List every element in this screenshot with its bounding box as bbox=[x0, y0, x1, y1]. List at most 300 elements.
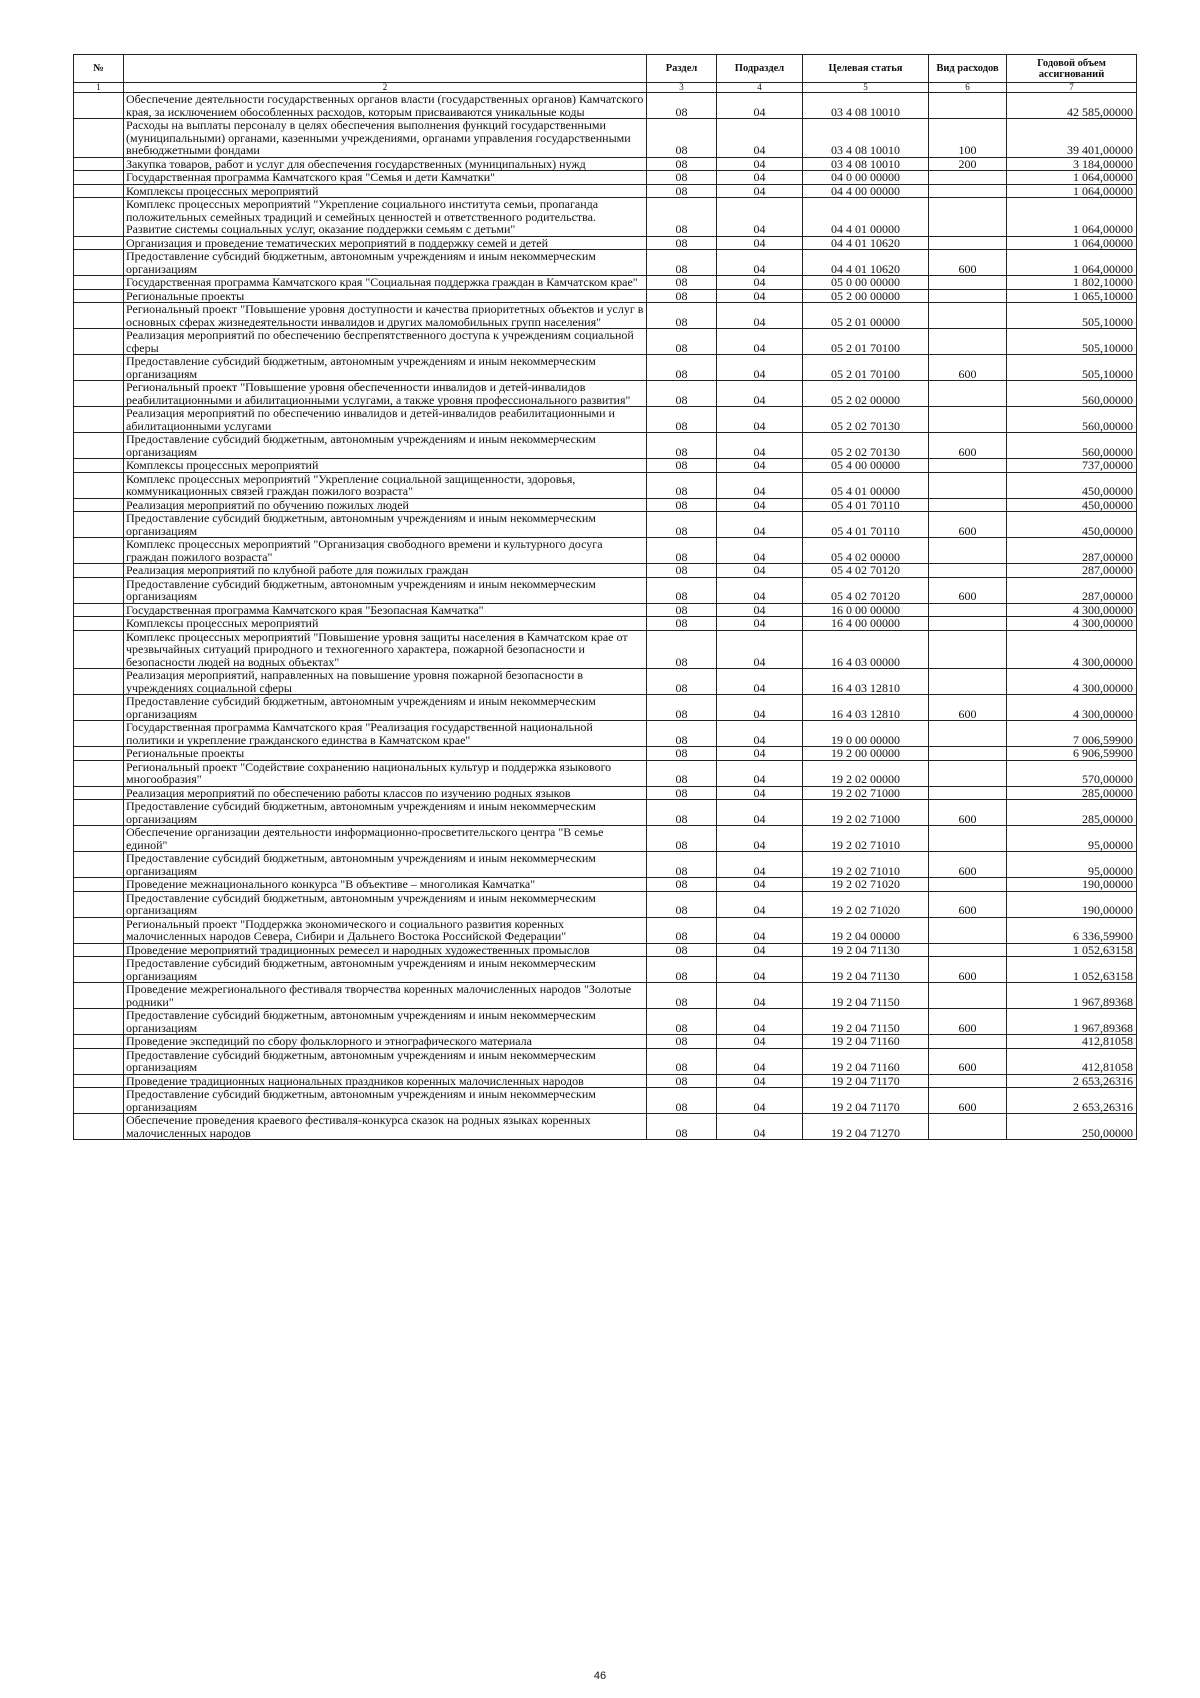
row-number-cell bbox=[74, 1114, 124, 1140]
row-expense-type bbox=[929, 276, 1007, 290]
row-expense-type: 600 bbox=[929, 852, 1007, 878]
row-subsection: 04 bbox=[717, 826, 803, 852]
row-section: 08 bbox=[647, 157, 717, 171]
row-expense-type bbox=[929, 289, 1007, 303]
table-row bbox=[74, 617, 1137, 631]
table-row bbox=[74, 198, 1137, 237]
row-number-cell bbox=[74, 498, 124, 512]
row-number-cell bbox=[74, 250, 124, 276]
row-subsection: 04 bbox=[717, 891, 803, 917]
row-number-cell bbox=[74, 1009, 124, 1035]
row-amount: 287,00000 bbox=[1007, 564, 1137, 578]
row-subsection: 04 bbox=[717, 329, 803, 355]
row-expense-type bbox=[929, 407, 1007, 433]
table-row bbox=[74, 303, 1137, 329]
row-expense-type bbox=[929, 878, 1007, 892]
row-expense-type: 600 bbox=[929, 957, 1007, 983]
header-section: Раздел bbox=[647, 55, 717, 83]
row-subsection: 04 bbox=[717, 983, 803, 1009]
row-expense-type: 600 bbox=[929, 512, 1007, 538]
row-target: 19 2 04 71160 bbox=[803, 1035, 929, 1049]
row-section: 08 bbox=[647, 943, 717, 957]
row-target: 04 4 01 10620 bbox=[803, 250, 929, 276]
row-expense-type: 600 bbox=[929, 250, 1007, 276]
row-section: 08 bbox=[647, 538, 717, 564]
row-name: Государственная программа Камчатского края "Реализация государственной национальной политики и укрепление гражданского единства в Камчатском крае" bbox=[124, 721, 647, 747]
row-amount: 285,00000 bbox=[1007, 800, 1137, 826]
row-subsection: 04 bbox=[717, 800, 803, 826]
table-header bbox=[74, 55, 1137, 93]
column-number: 4 bbox=[717, 83, 803, 93]
row-name: Государственная программа Камчатского края "Безопасная Камчатка" bbox=[124, 603, 647, 617]
column-number: 1 bbox=[74, 83, 124, 93]
row-expense-type bbox=[929, 1114, 1007, 1140]
row-target: 05 0 00 00000 bbox=[803, 276, 929, 290]
row-section: 08 bbox=[647, 236, 717, 250]
row-target: 05 2 01 70100 bbox=[803, 329, 929, 355]
table-row bbox=[74, 917, 1137, 943]
row-target: 16 0 00 00000 bbox=[803, 603, 929, 617]
row-expense-type bbox=[929, 93, 1007, 119]
row-subsection: 04 bbox=[717, 119, 803, 158]
row-target: 05 2 02 00000 bbox=[803, 381, 929, 407]
row-target: 05 2 01 70100 bbox=[803, 355, 929, 381]
row-name: Предоставление субсидий бюджетным, автономным учреждениям и иным некоммерческим организациям bbox=[124, 852, 647, 878]
row-name: Проведение межнационального конкурса "В объективе – многоликая Камчатка" bbox=[124, 878, 647, 892]
row-name: Предоставление субсидий бюджетным, автономным учреждениям и иным некоммерческим организациям bbox=[124, 695, 647, 721]
row-name: Проведение традиционных национальных праздников коренных малочисленных народов bbox=[124, 1074, 647, 1088]
row-amount: 4 300,00000 bbox=[1007, 669, 1137, 695]
table-row bbox=[74, 760, 1137, 786]
row-section: 08 bbox=[647, 184, 717, 198]
row-section: 08 bbox=[647, 917, 717, 943]
row-subsection: 04 bbox=[717, 1048, 803, 1074]
row-number-cell bbox=[74, 1074, 124, 1088]
row-number-cell bbox=[74, 878, 124, 892]
row-name: Предоставление субсидий бюджетным, автономным учреждениям и иным некоммерческим организациям bbox=[124, 512, 647, 538]
row-amount: 450,00000 bbox=[1007, 498, 1137, 512]
row-subsection: 04 bbox=[717, 1009, 803, 1035]
row-section: 08 bbox=[647, 747, 717, 761]
row-target: 19 2 04 71130 bbox=[803, 957, 929, 983]
row-subsection: 04 bbox=[717, 878, 803, 892]
row-name: Комплекс процессных мероприятий "Повышение уровня защиты населения в Камчатском крае от чрезвычайных ситуаций природного и техногенного характера, пожарной безопасности и безопасности людей на водных объектах" bbox=[124, 630, 647, 669]
column-number: 6 bbox=[929, 83, 1007, 93]
row-target: 05 4 02 00000 bbox=[803, 538, 929, 564]
row-number-cell bbox=[74, 891, 124, 917]
row-name: Проведение мероприятий традиционных ремесел и народных художественных промыслов bbox=[124, 943, 647, 957]
row-section: 08 bbox=[647, 1074, 717, 1088]
row-name: Региональный проект "Поддержка экономического и социального развития коренных малочисленных народов Севера, Сибири и Дальнего Востока Российской Федерации" bbox=[124, 917, 647, 943]
row-amount: 39 401,00000 bbox=[1007, 119, 1137, 158]
row-amount: 1 064,00000 bbox=[1007, 250, 1137, 276]
row-expense-type: 200 bbox=[929, 157, 1007, 171]
row-name: Комплексы процессных мероприятий bbox=[124, 459, 647, 473]
row-target: 19 2 02 71010 bbox=[803, 852, 929, 878]
row-name: Предоставление субсидий бюджетным, автономным учреждениям и иным некоммерческим организациям bbox=[124, 1009, 647, 1035]
table-row bbox=[74, 695, 1137, 721]
row-expense-type bbox=[929, 786, 1007, 800]
row-amount: 1 064,00000 bbox=[1007, 236, 1137, 250]
row-subsection: 04 bbox=[717, 1114, 803, 1140]
row-target: 19 2 04 71130 bbox=[803, 943, 929, 957]
table-row bbox=[74, 157, 1137, 171]
row-target: 03 4 08 10010 bbox=[803, 93, 929, 119]
row-amount: 7 006,59900 bbox=[1007, 721, 1137, 747]
row-expense-type bbox=[929, 917, 1007, 943]
row-number-cell bbox=[74, 695, 124, 721]
row-section: 08 bbox=[647, 891, 717, 917]
row-section: 08 bbox=[647, 355, 717, 381]
row-subsection: 04 bbox=[717, 472, 803, 498]
row-amount: 95,00000 bbox=[1007, 852, 1137, 878]
row-amount: 95,00000 bbox=[1007, 826, 1137, 852]
row-expense-type bbox=[929, 603, 1007, 617]
column-number: 2 bbox=[124, 83, 647, 93]
row-expense-type: 600 bbox=[929, 1088, 1007, 1114]
row-name: Комплексы процессных мероприятий bbox=[124, 617, 647, 631]
row-number-cell bbox=[74, 760, 124, 786]
row-section: 08 bbox=[647, 1009, 717, 1035]
row-amount: 4 300,00000 bbox=[1007, 617, 1137, 631]
table-row bbox=[74, 381, 1137, 407]
row-amount: 4 300,00000 bbox=[1007, 603, 1137, 617]
column-number: 7 bbox=[1007, 83, 1137, 93]
row-target: 19 2 02 71020 bbox=[803, 891, 929, 917]
column-number: 5 bbox=[803, 83, 929, 93]
row-subsection: 04 bbox=[717, 236, 803, 250]
row-expense-type: 600 bbox=[929, 433, 1007, 459]
table-row bbox=[74, 276, 1137, 290]
row-section: 08 bbox=[647, 329, 717, 355]
row-subsection: 04 bbox=[717, 760, 803, 786]
row-amount: 560,00000 bbox=[1007, 433, 1137, 459]
row-section: 08 bbox=[647, 171, 717, 185]
table-row bbox=[74, 747, 1137, 761]
row-expense-type bbox=[929, 198, 1007, 237]
row-target: 05 4 01 70110 bbox=[803, 498, 929, 512]
row-section: 08 bbox=[647, 119, 717, 158]
row-subsection: 04 bbox=[717, 577, 803, 603]
row-subsection: 04 bbox=[717, 407, 803, 433]
row-target: 19 2 00 00000 bbox=[803, 747, 929, 761]
row-amount: 1 052,63158 bbox=[1007, 957, 1137, 983]
row-expense-type bbox=[929, 538, 1007, 564]
row-subsection: 04 bbox=[717, 355, 803, 381]
row-subsection: 04 bbox=[717, 459, 803, 473]
row-target: 19 2 02 71010 bbox=[803, 826, 929, 852]
row-number-cell bbox=[74, 1048, 124, 1074]
row-target: 19 2 04 00000 bbox=[803, 917, 929, 943]
row-expense-type bbox=[929, 721, 1007, 747]
row-amount: 1 065,10000 bbox=[1007, 289, 1137, 303]
row-section: 08 bbox=[647, 760, 717, 786]
table-row bbox=[74, 891, 1137, 917]
row-name: Предоставление субсидий бюджетным, автономным учреждениям и иным некоммерческим организациям bbox=[124, 577, 647, 603]
row-name: Предоставление субсидий бюджетным, автономным учреждениям и иным некоммерческим организациям bbox=[124, 433, 647, 459]
row-subsection: 04 bbox=[717, 957, 803, 983]
row-number-cell bbox=[74, 538, 124, 564]
row-subsection: 04 bbox=[717, 695, 803, 721]
row-section: 08 bbox=[647, 669, 717, 695]
table-row bbox=[74, 564, 1137, 578]
table-row bbox=[74, 603, 1137, 617]
row-name: Региональный проект "Повышение уровня доступности и качества приоритетных объектов и услуг в основных сферах жизнедеятельности инвалидов и других маломобильных групп населения" bbox=[124, 303, 647, 329]
row-amount: 560,00000 bbox=[1007, 381, 1137, 407]
row-number-cell bbox=[74, 747, 124, 761]
row-amount: 4 300,00000 bbox=[1007, 630, 1137, 669]
table-row bbox=[74, 800, 1137, 826]
row-section: 08 bbox=[647, 498, 717, 512]
row-subsection: 04 bbox=[717, 786, 803, 800]
row-section: 08 bbox=[647, 617, 717, 631]
row-name: Региональный проект "Содействие сохранению национальных культур и поддержка языкового многообразия" bbox=[124, 760, 647, 786]
header-amount: Годовой объем ассигнований bbox=[1007, 55, 1137, 83]
row-section: 08 bbox=[647, 878, 717, 892]
row-name: Комплексы процессных мероприятий bbox=[124, 184, 647, 198]
row-amount: 1 967,89368 bbox=[1007, 983, 1137, 1009]
table-row bbox=[74, 1114, 1137, 1140]
row-number-cell bbox=[74, 236, 124, 250]
row-section: 08 bbox=[647, 381, 717, 407]
row-number-cell bbox=[74, 303, 124, 329]
table-row bbox=[74, 472, 1137, 498]
row-expense-type: 600 bbox=[929, 577, 1007, 603]
table-row bbox=[74, 630, 1137, 669]
row-amount: 3 184,00000 bbox=[1007, 157, 1137, 171]
row-number-cell bbox=[74, 119, 124, 158]
row-amount: 1 967,89368 bbox=[1007, 1009, 1137, 1035]
row-target: 05 4 00 00000 bbox=[803, 459, 929, 473]
row-amount: 412,81058 bbox=[1007, 1035, 1137, 1049]
row-subsection: 04 bbox=[717, 617, 803, 631]
row-subsection: 04 bbox=[717, 498, 803, 512]
row-subsection: 04 bbox=[717, 171, 803, 185]
row-number-cell bbox=[74, 564, 124, 578]
row-subsection: 04 bbox=[717, 538, 803, 564]
row-number-cell bbox=[74, 983, 124, 1009]
budget-table bbox=[73, 54, 1137, 1140]
row-amount: 6 336,59900 bbox=[1007, 917, 1137, 943]
row-target: 05 2 02 70130 bbox=[803, 407, 929, 433]
header-name bbox=[124, 55, 647, 83]
row-amount: 560,00000 bbox=[1007, 407, 1137, 433]
row-expense-type bbox=[929, 943, 1007, 957]
row-target: 19 2 04 71150 bbox=[803, 1009, 929, 1035]
row-section: 08 bbox=[647, 472, 717, 498]
row-subsection: 04 bbox=[717, 603, 803, 617]
row-section: 08 bbox=[647, 433, 717, 459]
row-number-cell bbox=[74, 276, 124, 290]
row-section: 08 bbox=[647, 1114, 717, 1140]
row-expense-type bbox=[929, 459, 1007, 473]
row-expense-type bbox=[929, 303, 1007, 329]
row-expense-type bbox=[929, 564, 1007, 578]
row-section: 08 bbox=[647, 459, 717, 473]
row-number-cell bbox=[74, 800, 124, 826]
table-row bbox=[74, 498, 1137, 512]
row-number-cell bbox=[74, 943, 124, 957]
row-name: Предоставление субсидий бюджетным, автономным учреждениям и иным некоммерческим организациям bbox=[124, 800, 647, 826]
table-row bbox=[74, 236, 1137, 250]
row-target: 19 2 04 71170 bbox=[803, 1074, 929, 1088]
row-name: Региональные проекты bbox=[124, 289, 647, 303]
row-name: Комплекс процессных мероприятий "Укрепление социальной защищенности, здоровья, коммуникационных связей граждан пожилого возраста" bbox=[124, 472, 647, 498]
table-row bbox=[74, 407, 1137, 433]
table-row bbox=[74, 669, 1137, 695]
table-row bbox=[74, 250, 1137, 276]
row-section: 08 bbox=[647, 786, 717, 800]
row-amount: 190,00000 bbox=[1007, 878, 1137, 892]
row-target: 05 4 01 70110 bbox=[803, 512, 929, 538]
row-amount: 4 300,00000 bbox=[1007, 695, 1137, 721]
row-section: 08 bbox=[647, 826, 717, 852]
row-section: 08 bbox=[647, 603, 717, 617]
row-target: 16 4 00 00000 bbox=[803, 617, 929, 631]
row-number-cell bbox=[74, 512, 124, 538]
row-number-cell bbox=[74, 407, 124, 433]
header-expense-type: Вид расходов bbox=[929, 55, 1007, 83]
row-target: 04 4 00 00000 bbox=[803, 184, 929, 198]
row-expense-type bbox=[929, 472, 1007, 498]
row-expense-type bbox=[929, 171, 1007, 185]
row-name: Закупка товаров, работ и услуг для обеспечения государственных (муниципальных) нужд bbox=[124, 157, 647, 171]
row-section: 08 bbox=[647, 276, 717, 290]
row-amount: 505,10000 bbox=[1007, 303, 1137, 329]
row-expense-type bbox=[929, 1035, 1007, 1049]
row-section: 08 bbox=[647, 407, 717, 433]
row-section: 08 bbox=[647, 250, 717, 276]
row-target: 05 4 01 00000 bbox=[803, 472, 929, 498]
table-row bbox=[74, 852, 1137, 878]
row-section: 08 bbox=[647, 289, 717, 303]
row-subsection: 04 bbox=[717, 512, 803, 538]
row-name: Реализация мероприятий, направленных на повышение уровня пожарной безопасности в учреждениях социальной сферы bbox=[124, 669, 647, 695]
row-name: Реализация мероприятий по обучению пожилых людей bbox=[124, 498, 647, 512]
table-row bbox=[74, 786, 1137, 800]
row-target: 16 4 03 00000 bbox=[803, 630, 929, 669]
row-subsection: 04 bbox=[717, 917, 803, 943]
row-target: 19 2 04 71160 bbox=[803, 1048, 929, 1074]
row-number-cell bbox=[74, 957, 124, 983]
header-number: № bbox=[74, 55, 124, 83]
row-subsection: 04 bbox=[717, 630, 803, 669]
table-row bbox=[74, 957, 1137, 983]
row-target: 16 4 03 12810 bbox=[803, 695, 929, 721]
row-amount: 1 064,00000 bbox=[1007, 171, 1137, 185]
row-subsection: 04 bbox=[717, 721, 803, 747]
row-amount: 287,00000 bbox=[1007, 538, 1137, 564]
row-name: Обеспечение деятельности государственных органов власти (государственных органов) Камчатского края, за исключением обособленных расходов, которым присваиваются уникальные коды bbox=[124, 93, 647, 119]
row-target: 16 4 03 12810 bbox=[803, 669, 929, 695]
table-row bbox=[74, 826, 1137, 852]
row-section: 08 bbox=[647, 800, 717, 826]
row-number-cell bbox=[74, 459, 124, 473]
row-amount: 1 064,00000 bbox=[1007, 184, 1137, 198]
row-name: Проведение экспедиций по сбору фольклорного и этнографического материала bbox=[124, 1035, 647, 1049]
row-amount: 1 052,63158 bbox=[1007, 943, 1137, 957]
row-amount: 505,10000 bbox=[1007, 329, 1137, 355]
row-name: Предоставление субсидий бюджетным, автономным учреждениям и иным некоммерческим организациям bbox=[124, 891, 647, 917]
row-number-cell bbox=[74, 1088, 124, 1114]
row-subsection: 04 bbox=[717, 564, 803, 578]
row-subsection: 04 bbox=[717, 184, 803, 198]
row-name: Региональные проекты bbox=[124, 747, 647, 761]
row-section: 08 bbox=[647, 957, 717, 983]
row-name: Предоставление субсидий бюджетным, автономным учреждениям и иным некоммерческим организациям bbox=[124, 957, 647, 983]
row-subsection: 04 bbox=[717, 381, 803, 407]
table-row bbox=[74, 184, 1137, 198]
table-row bbox=[74, 289, 1137, 303]
table-row bbox=[74, 329, 1137, 355]
table-row bbox=[74, 1074, 1137, 1088]
row-expense-type bbox=[929, 1074, 1007, 1088]
row-name: Расходы на выплаты персоналу в целях обеспечения выполнения функций государственными (муниципальными) органами, казенными учреждениями, органами управления государственными внебюджетными фондами bbox=[124, 119, 647, 158]
row-subsection: 04 bbox=[717, 1074, 803, 1088]
page-number: 46 bbox=[593, 1670, 607, 1682]
row-expense-type bbox=[929, 184, 1007, 198]
row-subsection: 04 bbox=[717, 289, 803, 303]
row-number-cell bbox=[74, 826, 124, 852]
row-section: 08 bbox=[647, 512, 717, 538]
row-amount: 287,00000 bbox=[1007, 577, 1137, 603]
row-number-cell bbox=[74, 157, 124, 171]
row-name: Реализация мероприятий по обеспечению беспрепятственного доступа к учреждениям социальной сферы bbox=[124, 329, 647, 355]
table-row bbox=[74, 512, 1137, 538]
row-section: 08 bbox=[647, 983, 717, 1009]
row-number-cell bbox=[74, 381, 124, 407]
row-name: Государственная программа Камчатского края "Семья и дети Камчатки" bbox=[124, 171, 647, 185]
row-number-cell bbox=[74, 472, 124, 498]
row-subsection: 04 bbox=[717, 1035, 803, 1049]
table-row bbox=[74, 943, 1137, 957]
table-row bbox=[74, 878, 1137, 892]
row-subsection: 04 bbox=[717, 433, 803, 459]
row-number-cell bbox=[74, 171, 124, 185]
row-target: 19 2 02 71000 bbox=[803, 800, 929, 826]
table-row bbox=[74, 538, 1137, 564]
row-section: 08 bbox=[647, 198, 717, 237]
row-section: 08 bbox=[647, 630, 717, 669]
row-subsection: 04 bbox=[717, 276, 803, 290]
row-target: 03 4 08 10010 bbox=[803, 119, 929, 158]
row-name: Предоставление субсидий бюджетным, автономным учреждениям и иным некоммерческим организациям bbox=[124, 250, 647, 276]
row-target: 05 2 01 00000 bbox=[803, 303, 929, 329]
row-name: Предоставление субсидий бюджетным, автономным учреждениям и иным некоммерческим организациям bbox=[124, 1088, 647, 1114]
row-amount: 450,00000 bbox=[1007, 472, 1137, 498]
row-target: 04 0 00 00000 bbox=[803, 171, 929, 185]
row-number-cell bbox=[74, 669, 124, 695]
table-row bbox=[74, 1009, 1137, 1035]
column-numbers-row bbox=[74, 83, 1137, 93]
row-amount: 2 653,26316 bbox=[1007, 1074, 1137, 1088]
table-row bbox=[74, 577, 1137, 603]
row-amount: 1 064,00000 bbox=[1007, 198, 1137, 237]
row-expense-type: 600 bbox=[929, 800, 1007, 826]
table-row bbox=[74, 171, 1137, 185]
row-section: 08 bbox=[647, 1048, 717, 1074]
row-target: 04 4 01 00000 bbox=[803, 198, 929, 237]
row-number-cell bbox=[74, 603, 124, 617]
row-section: 08 bbox=[647, 577, 717, 603]
row-name: Организация и проведение тематических мероприятий в поддержку семей и детей bbox=[124, 236, 647, 250]
row-name: Комплекс процессных мероприятий "Организация свободного времени и культурного досуга граждан пожилого возраста" bbox=[124, 538, 647, 564]
row-amount: 6 906,59900 bbox=[1007, 747, 1137, 761]
row-number-cell bbox=[74, 630, 124, 669]
table-row bbox=[74, 1088, 1137, 1114]
row-expense-type: 600 bbox=[929, 355, 1007, 381]
row-name: Реализация мероприятий по клубной работе для пожилых граждан bbox=[124, 564, 647, 578]
